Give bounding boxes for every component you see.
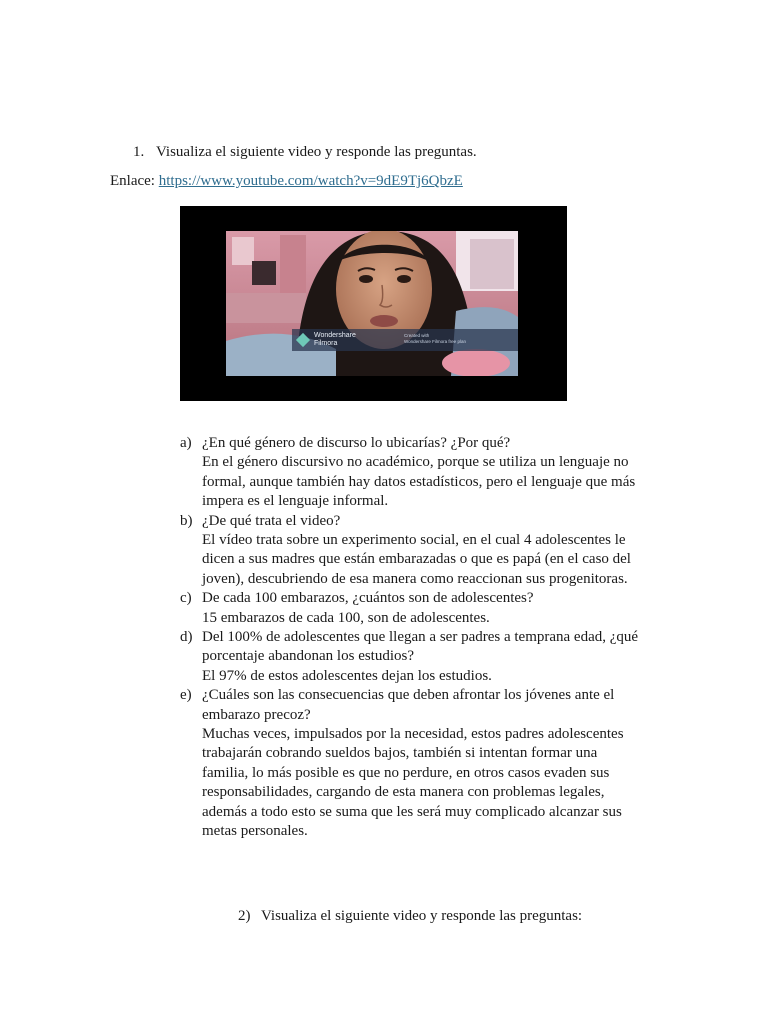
section-1-instruction: Visualiza el siguiente video y responde las preguntas. xyxy=(156,144,477,160)
question-d-label: d) xyxy=(180,629,193,645)
video-thumbnail[interactable] xyxy=(180,206,567,401)
question-e-label: e) xyxy=(180,687,192,704)
answer-b-line: dicen a sus madres que están embarazadas o que es papá (en el caso del xyxy=(202,551,631,568)
question-b-label: b) xyxy=(180,512,193,529)
answer-e-line: Muchas veces, impulsados por la necesidad, estos padres adolescentes xyxy=(202,726,624,742)
video-frame xyxy=(226,231,518,376)
watermark-note: Created with Wondershare Filmora free plan xyxy=(404,333,466,344)
link-line xyxy=(110,172,463,191)
video-still-image xyxy=(226,231,518,376)
question-a-label: a) xyxy=(180,435,192,451)
answer-a-line: formal, aunque también hay datos estadísticos, pero el lenguaje que más xyxy=(202,473,636,490)
question-d-line: Del 100% de adolescentes que llegan a ser padres a temprana edad, ¿qué xyxy=(202,629,639,645)
section-2-number: 2) xyxy=(238,908,251,924)
answer-a-line: En el género discursivo no académico, porque se utiliza un lenguaje no xyxy=(202,454,629,471)
question-e-line: embarazo precoz? xyxy=(202,706,311,723)
answer-b-line: El vídeo trata sobre un experimento social, en el cual 4 adolescentes le xyxy=(202,532,626,548)
answer-e-line: trabajarán cobrando sueldos bajos, también si intentan formar una xyxy=(202,745,598,762)
watermark-brand: Wondershare Filmora xyxy=(314,332,356,347)
answer-e-line: responsabilidades, cargando de esta manera con problemas legales, xyxy=(202,784,605,801)
answer-e-line: además a todo esto se suma que les será muy complicado alcanzar sus xyxy=(202,803,622,820)
question-a-line: ¿En qué género de discurso lo ubicarías? ¿Por qué? xyxy=(202,435,511,451)
filmora-logo-icon xyxy=(296,333,310,347)
answer-e-line: familia, lo más posible es que no perdure, en otros casos evaden sus xyxy=(202,764,610,781)
question-e-line: ¿Cuáles son las consecuencias que deben afrontar los jóvenes ante el xyxy=(202,687,615,704)
answer-b-line: joven), descubriendo de esa manera como reaccionan sus progenitoras. xyxy=(202,570,628,587)
video-link[interactable]: https://www.youtube.com/watch?v=9dE9Tj6QbzE xyxy=(158,173,463,189)
section-2-instruction: Visualiza el siguiente video y responde las preguntas: xyxy=(261,908,583,924)
answer-e-line: metas personales. xyxy=(202,823,308,839)
watermark-banner xyxy=(292,329,518,351)
answer-a-line: impera es el lenguaje informal. xyxy=(202,493,389,510)
answer-c-line: 15 embarazos de cada 100, son de adolescentes. xyxy=(202,609,490,626)
question-c-label: c) xyxy=(180,590,192,607)
question-b-line: ¿De qué trata el video? xyxy=(202,512,341,529)
answer-d-line: El 97% de estos adolescentes dejan los estudios. xyxy=(202,667,492,684)
link-label: Enlace: xyxy=(110,173,155,189)
section-1-number: 1. xyxy=(133,144,145,160)
question-d-line: porcentaje abandonan los estudios? xyxy=(202,648,415,665)
question-c-line: De cada 100 embarazos, ¿cuántos son de adolescentes? xyxy=(202,590,534,607)
